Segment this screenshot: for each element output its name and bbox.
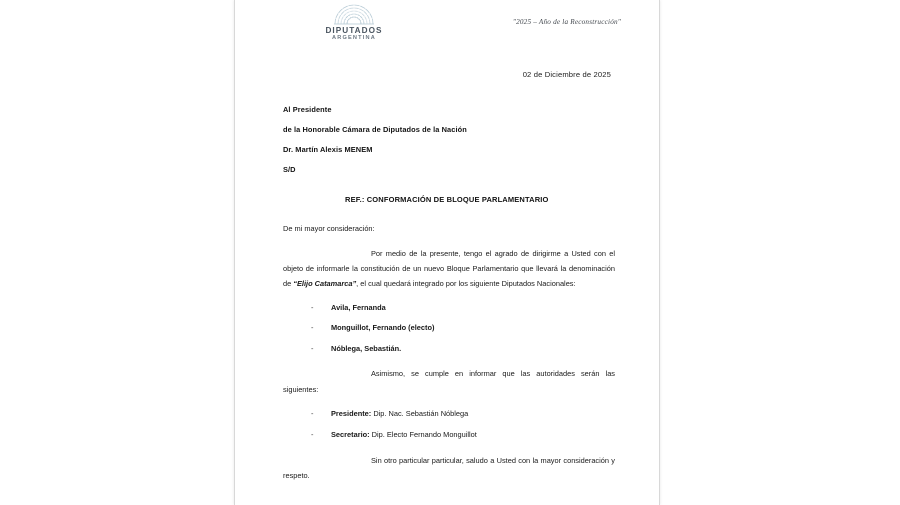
authorities-list <box>283 409 615 440</box>
letterhead <box>283 0 621 52</box>
paragraph-2-text: Asimismo, se cumple en informar que las autoridades serán las siguientes: <box>283 369 615 394</box>
list-item <box>311 409 615 419</box>
member-name: Monguillot, Fernando (electo) <box>331 323 435 333</box>
body-paragraph-3 <box>283 453 615 483</box>
official-motto: "2025 – Año de la Reconstrucción" <box>512 18 621 26</box>
addressee-line: S/D <box>283 165 296 174</box>
logo-wordmark: DIPUTADOS <box>325 26 383 35</box>
authority-role: Secretario: <box>331 430 370 440</box>
paragraph-1-text-before: Por medio de la presente, tengo el agrado de dirigirme a Usted con el objeto de informarle la constitución de un nuevo Bloque Parlamentario que llevará la denominación de <box>283 249 615 289</box>
congress-hemicycle-icon <box>331 2 377 25</box>
viewer-gutter-left <box>0 0 234 505</box>
list-item <box>311 430 615 440</box>
addressee-line: de la Honorable Cámara de Diputados de la Nación <box>283 125 467 134</box>
addressee-line: Dr. Martín Alexis MENEM <box>283 145 373 154</box>
members-list <box>283 303 615 354</box>
authority-name: Dip. Electo Fernando Monguillot <box>369 430 477 440</box>
diputados-logo <box>315 2 393 42</box>
salutation: De mi mayor consideración: <box>283 224 375 233</box>
logo-subtitle: ARGENTINA <box>331 35 377 42</box>
viewer-gutter-right <box>662 0 900 505</box>
bloque-name-emphasis: “Elijo Catamarca” <box>293 279 357 289</box>
paragraph-1-text-after: , el cual quedará integrado por los siguiente Diputados Nacionales: <box>356 279 576 289</box>
member-name: Avila, Fernanda <box>331 302 386 312</box>
authority-name: Dip. Nac. Sebastián Nóblega <box>371 408 469 418</box>
body-paragraph-2 <box>283 366 615 396</box>
addressee-block <box>283 105 615 174</box>
list-item <box>311 323 615 333</box>
document-date: 02 de Diciembre de 2025 <box>522 70 611 79</box>
list-item <box>311 303 615 313</box>
paragraph-3-text: Sin otro particular particular, saludo a Usted con la mayor consideración y respeto. <box>283 455 615 481</box>
document-page <box>234 0 660 505</box>
authority-role: Presidente: <box>331 408 372 418</box>
reference-line: REF.: CONFORMACIÓN DE BLOQUE PARLAMENTARIO <box>345 195 549 204</box>
member-name: Nóblega, Sebastián. <box>331 343 402 353</box>
body-paragraph-1 <box>283 246 615 292</box>
list-item <box>311 344 615 354</box>
addressee-line: Al Presidente <box>283 105 332 114</box>
